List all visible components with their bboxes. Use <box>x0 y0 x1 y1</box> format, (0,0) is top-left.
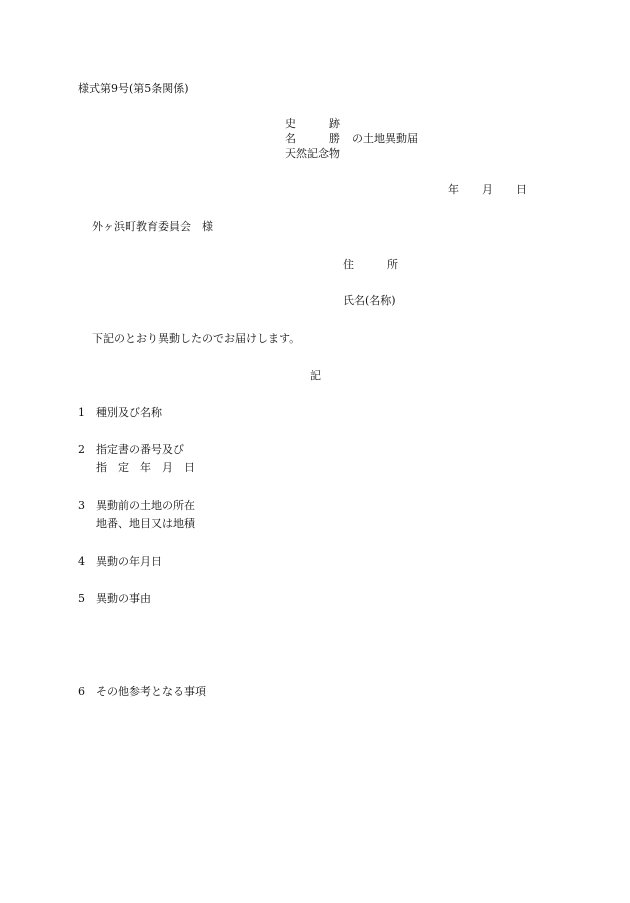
item-5-number: 5 <box>78 592 85 605</box>
intro-text: 下記のとおり異動したのでお届けします。 <box>92 332 301 345</box>
item-3-label-line2: 地番、地目又は地積 <box>96 517 195 530</box>
applicant-name-label: 氏名(名称) <box>343 294 396 307</box>
item-3-label-line1: 異動前の土地の所在 <box>96 499 195 512</box>
item-6-label: その他参考となる事項 <box>96 685 206 698</box>
title-type-meisho: 名 勝 <box>285 132 340 145</box>
item-1-number: 1 <box>78 406 85 419</box>
item-1-label: 種別及び名称 <box>96 406 162 419</box>
item-3-number: 3 <box>78 499 85 512</box>
addressee: 外ヶ浜町教育委員会 様 <box>92 220 213 233</box>
item-2-label-line2: 指 定 年 月 日 <box>96 461 195 474</box>
form-number: 様式第9号(第5条関係) <box>78 82 189 95</box>
title-type-shiseki: 史 跡 <box>285 117 340 130</box>
item-5-label: 異動の事由 <box>96 592 151 605</box>
item-4-number: 4 <box>78 555 85 568</box>
item-2-label-line1: 指定書の番号及び <box>96 443 184 456</box>
item-2-number: 2 <box>78 443 85 456</box>
date-year-label: 年 <box>448 183 459 196</box>
item-4-label: 異動の年月日 <box>96 555 162 568</box>
ki-heading: 記 <box>310 369 321 382</box>
applicant-address-label: 住 所 <box>343 258 398 271</box>
title-type-tennen-kinenbutsu: 天然記念物 <box>285 147 340 160</box>
date-month-label: 月 <box>482 183 493 196</box>
date-day-label: 日 <box>516 183 527 196</box>
item-6-number: 6 <box>78 685 85 698</box>
title-suffix: の土地異動届 <box>352 132 418 145</box>
